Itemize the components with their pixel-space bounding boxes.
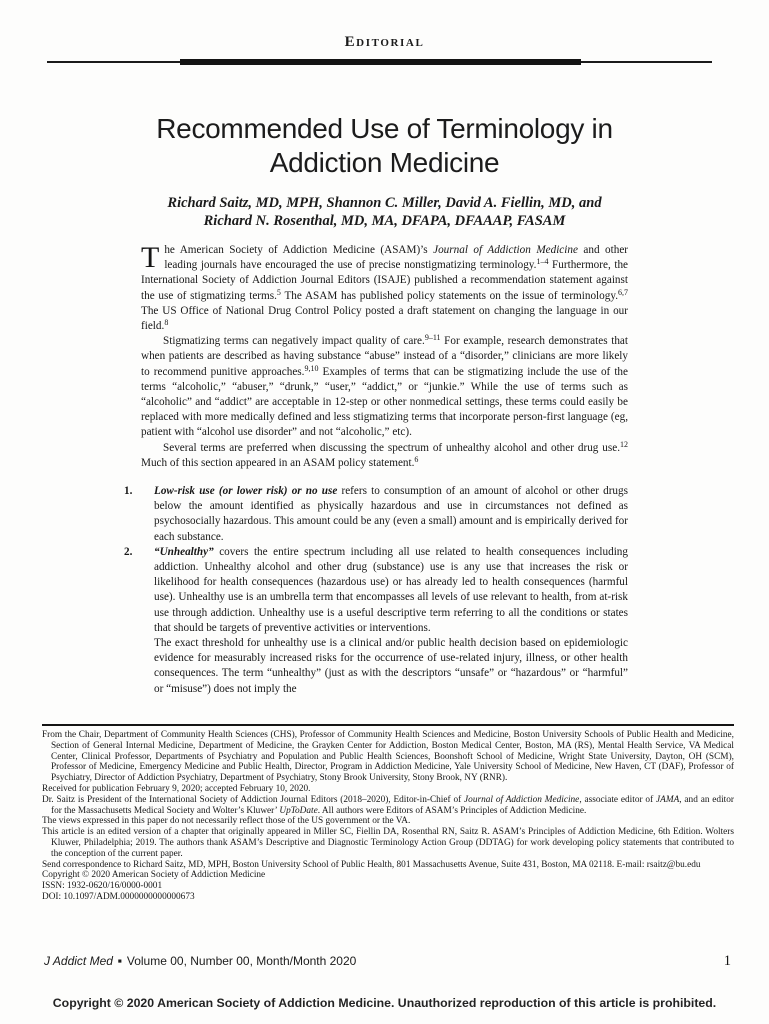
header-rule <box>47 61 712 63</box>
list-item-text: “Unhealthy” covers the entire spectrum including all use related to health consequences including addiction. Unhealthy alcohol and other drug (substance) use is any use that increases the risk or likelihood for health consequences (hazardous use) or has already led to health consequences (harmful use). Unhealthy use is an umbrella term that encompasses all levels of use relevant to health, from at-risk use through addiction. Unhealthy use is a useful descriptive term referring to all the conditions or states that should be targets of preventive activities or interventions. <box>154 545 628 634</box>
list-item-low-risk-use <box>124 484 628 545</box>
footnote-rule <box>42 724 734 726</box>
journal-abbreviation: J Addict Med <box>44 954 113 968</box>
list-item-text-continued: The exact threshold for unhealthy use is a clinical and/or public health decision based on epidemiologic evidence for measurably increased risks for the occurrence of use-related injury, illness, or other health consequences. The term “unhealthy” (just as with the descriptors “unsafe” or “hazardous” or “harmful” or “misuse”) does not imply the <box>154 637 628 695</box>
article-title-line2: Addiction Medicine <box>269 147 500 178</box>
paragraph-preferred-terms: Several terms are preferred when discussing the spectrum of unhealthy alcohol and other drug use.$^{12}$ Much of this section appeared in an ASAM policy statement.$^6$ <box>141 439 628 469</box>
list-item-unhealthy-use <box>124 545 628 697</box>
paragraph-intro-text: he American Society of Addiction Medicine (ASAM)’s Journal of Addiction Medicine and other leading journals have encouraged the use of precise nonstigmatizing terminology.$^{1-4}$ Furthermore, the International Society of Addiction Journal Editors (ISAJE) published a recommendation statement against the use of stigmatizing terms.$^5$ The ASAM has published policy statements on the issue of terminology.$^{6,7}$ The US Office of National Drug Control Policy posted a draft statement on changing the language in our field.$^8$ <box>141 244 629 333</box>
paragraph-intro <box>141 243 628 334</box>
terminology-list <box>124 484 628 697</box>
article-body <box>124 241 629 697</box>
list-number: 1. <box>124 485 133 498</box>
footnote-disclosures: Dr. Saitz is President of the International Society of Addiction Journal Editors (2018–2020), Editor-in-Chief of Journal of Addiction Medicine, associate editor of JAMA, and an editor for the Massachusetts Medical Society and Wolter’s Kluwer’ UpToDate. All authors were Editors of ASAM’s Principles of Addiction Medicine. <box>42 794 734 816</box>
footnote-affiliations: From the Chair, Department of Community Health Sciences (CHS), Professor of Community Health Sciences and Medicine, Boston University Schools of Public Health and Medicine, Section of General Internal Medicine, Department of Medicine, the Grayken Center for Addiction, Boston Medical Center, Boston, MA (RS), Mental Health Service, VA Medical Center, Clinical Professor, Departments of Psychiatry and Population and Public Health Sciences, Boonshoft School of Medicine, Wright State University, Dayton, OH (SCM), Professor of Medicine, Emergency Medicine and Public Health, Director, Program in Addiction Medicine, Yale University School of Medicine, New Haven, CT (DAF), Professor of Psychiatry, Director of Addiction Psychiatry, Department of Psychiatry, Stony Brook University, Stony Brook, NY (RNR). <box>42 730 734 784</box>
footnote-issn: ISSN: 1932-0620/16/0000-0001 <box>42 881 163 892</box>
article-title-line1: Recommended Use of Terminology in <box>156 113 613 144</box>
journal-citation <box>44 954 356 968</box>
drop-cap: T <box>141 241 160 274</box>
list-item-body <box>154 484 628 545</box>
list-item-body <box>154 545 628 697</box>
footnote-disclaimer: The views expressed in this paper do not necessarily reflect those of the US government or the VA. <box>42 816 411 827</box>
header-rule-thick-bar <box>180 59 581 65</box>
footnote-doi: DOI: 10.1097/ADM.0000000000000673 <box>42 891 195 902</box>
square-separator-icon: ■ <box>117 958 122 965</box>
footnote-received: Received for publication February 9, 2020; accepted February 10, 2020. <box>42 783 311 794</box>
page-footer <box>44 953 731 970</box>
page-number: 1 <box>723 953 731 969</box>
article-title <box>0 112 769 180</box>
section-label: Editorial <box>344 34 425 50</box>
footnote-block <box>42 724 734 903</box>
author-list <box>0 194 769 230</box>
list-item-text: Low-risk use (or lower risk) or no use refers to consumption of an amount of alcohol or other drugs below the amount identified as physically hazardous and use in circumstances not defined as psychosocially hazardous. This amount could be any (even a small) amount and is empirically derived for each substance. <box>154 485 628 543</box>
footnote-copyright: Copyright © 2020 American Society of Addiction Medicine <box>42 870 266 881</box>
list-number: 2. <box>124 545 133 558</box>
footnote-source: This article is an edited version of a chapter that originally appeared in Miller SC, Fiellin DA, Rosenthal RN, Saitz R. ASAM’s Principles of Addiction Medicine, 6th Edition. Wolters Kluwer, Philadelphia; 2019. The authors thank ASAM’s Descriptive and Diagnostic Terminology Action Group (DDTAG) for work developing policy statements that contributed to the conception of the current paper. <box>42 827 734 859</box>
copyright-notice: Copyright © 2020 American Society of Addiction Medicine. Unauthorized reproduction of this article is prohibited. <box>52 996 717 1010</box>
footnote-correspondence: Send correspondence to Richard Saitz, MD, MPH, Boston University School of Public Health, 801 Massachusetts Avenue, Suite 431, Boston, MA 02118. E-mail: rsaitz@bu.edu <box>42 859 701 870</box>
author-line2: Richard N. Rosenthal, MD, MA, DFAPA, DFAAAP, FASAM <box>203 213 566 229</box>
issue-info: Volume 00, Number 00, Month/Month 2020 <box>126 954 357 968</box>
paragraph-stigma: Stigmatizing terms can negatively impact quality of care.$^{9-11}$ For example, research demonstrates that when patients are described as having substance “abuse” instead of a “disorder,” clinicians are more likely to recommend punitive approaches.$^{9,10}$ Examples of terms that can be stigmatizing include the use of the terms “alcoholic,” “abuser,” “drunk,” “user,” “addict,” or “junkie.” While the use of terms such as “alcoholic” and “addict” are acceptable in 12-step or other nonmedical settings, these terms could easily be replaced with more medically defined and less stigmatizing terms that incorporate person-first language (eg, patient with “alcohol use disorder” and not “alcoholic,” etc). <box>141 333 628 439</box>
author-line1: Richard Saitz, MD, MPH, Shannon C. Miller, David A. Fiellin, MD, and <box>167 195 602 211</box>
